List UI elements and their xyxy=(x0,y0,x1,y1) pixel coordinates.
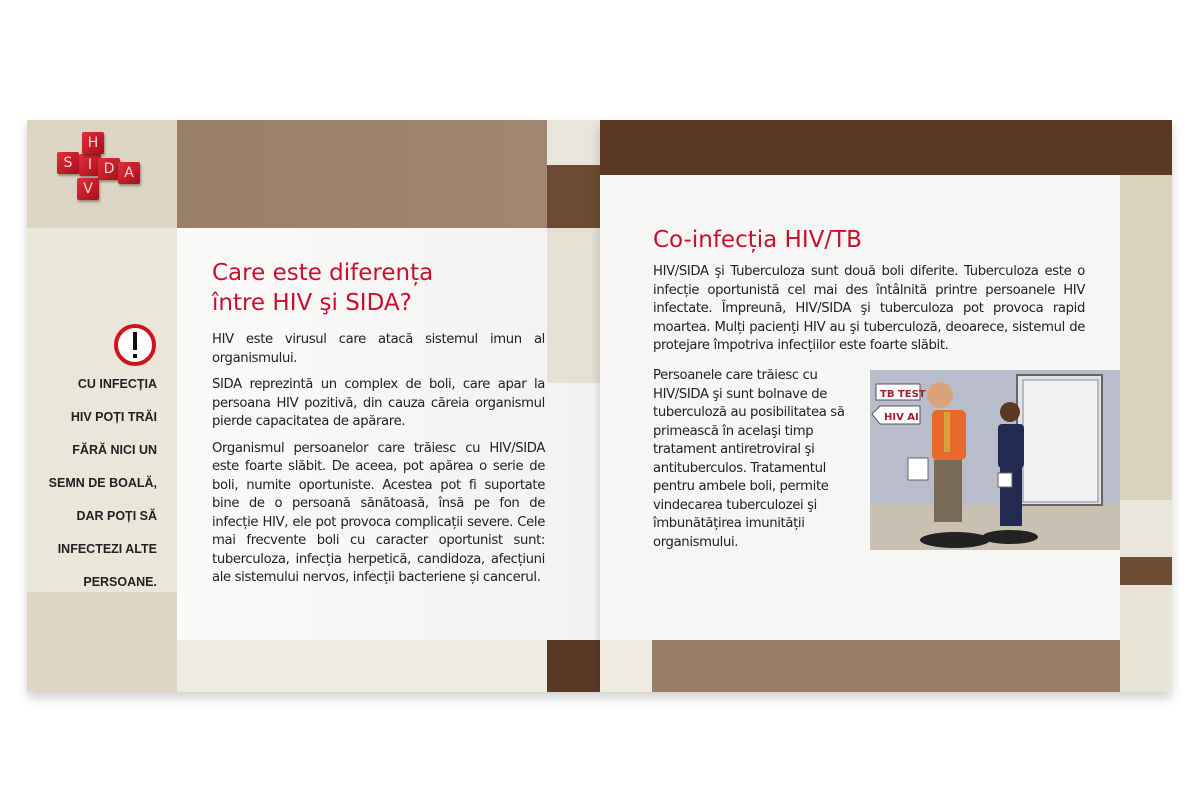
right-body-text-2 xyxy=(653,367,858,560)
note-line: INFECTEZI ALTE xyxy=(57,542,157,556)
right-strip-light xyxy=(1120,500,1172,557)
note-line: FĂRĂ NICI UN xyxy=(72,443,157,457)
clinic-illustration xyxy=(870,370,1120,550)
left-body-text xyxy=(212,331,545,596)
right-strip-brown xyxy=(1120,557,1172,585)
right-strip-light2 xyxy=(1120,585,1172,692)
note-line: SEMN DE BOALĂ, xyxy=(48,476,157,490)
strip-light xyxy=(547,120,600,165)
note-line: DAR POȚI SĂ xyxy=(76,509,157,523)
paragraph: HIV/SIDA şi Tuberculoza sunt două boli diferite. Tuberculoza este o infecție oportunistă cel mai des întâlnită printre persoanele HIV infectate. Împreună, HIV/SIDA şi tuberculoza pot provoca rapid moartea. Mulți pacienți HIV au şi tuberculoză, deoarece, sistemul de protejare împotriva infecțiilor este foarte slăbit. xyxy=(653,264,1085,353)
left-page-title xyxy=(212,258,433,318)
right-page-title: Co-infecția HIV/TB xyxy=(653,227,862,253)
note-line: CU INFECȚIA xyxy=(77,377,157,391)
sign-tb-test: TB TEST xyxy=(880,389,926,400)
right-strip-beige xyxy=(1120,175,1172,500)
header-brown-block xyxy=(177,120,547,228)
logo-cube: D xyxy=(98,158,120,180)
logo-cube: V xyxy=(77,178,99,200)
right-body-text xyxy=(653,263,1085,364)
exclamation-circle-icon xyxy=(113,323,157,367)
title-line: Care este diferența xyxy=(212,260,434,286)
sidebar-bottom-band xyxy=(27,592,177,692)
left-bottom-brown xyxy=(547,640,600,692)
paragraph: HIV este virusul care atacă sistemul imun al organismului. xyxy=(212,332,545,366)
illustration-drawing xyxy=(870,370,1120,550)
paragraph: Persoanele care trăiesc cu HIV/SIDA şi sunt bolnave de tuberculoză au posibilitatea să primească în acelaşi timp tratament antiretroviral şi antituberculos. Tratamentul pentru ambele boli, permite vindecarea tuberculozei şi îmbunătățirea imunității organismului. xyxy=(653,368,845,550)
paragraph: SIDA reprezintă un complex de boli, care apar la persoana HIV pozitivă, din cauza căreia organismul pierde capacitatea de apărare. xyxy=(212,377,545,429)
warning-note xyxy=(40,368,157,599)
logo-cube: A xyxy=(118,162,140,184)
sign-hiv: HIV AI xyxy=(884,412,919,423)
logo-cube: H xyxy=(82,132,104,154)
logo-cube: I xyxy=(79,154,101,176)
paragraph: Organismul persoanelor care trăiesc cu HIV/SIDA este foarte slăbit. De aceea, pot apărea o serie de boli, numite oportuniste. Acestea pot fi suportate bine de o persoană sănătoasă, însă pe fon de infecție HIV, ele pot provoca complicații severe. Cele mai frecvente boli cu caracter oportunist sunt: tuberculoza, infecția herpetică, candidoza, afecțiuni ale sistemului nervos, infecții bacteriene și cancerul. xyxy=(212,440,545,585)
logo-cube: S xyxy=(57,152,79,174)
title-line: între HIV şi SIDA? xyxy=(212,290,412,316)
strip-brown xyxy=(547,165,600,228)
left-bottom-band xyxy=(177,640,547,692)
right-bottom-light xyxy=(600,640,652,692)
strip-beige xyxy=(547,228,600,383)
right-bottom-brown xyxy=(652,640,1120,692)
right-header-band xyxy=(600,120,1172,175)
note-line: HIV POȚI TRĂI xyxy=(70,410,157,424)
note-line: PERSOANE. xyxy=(83,575,157,589)
